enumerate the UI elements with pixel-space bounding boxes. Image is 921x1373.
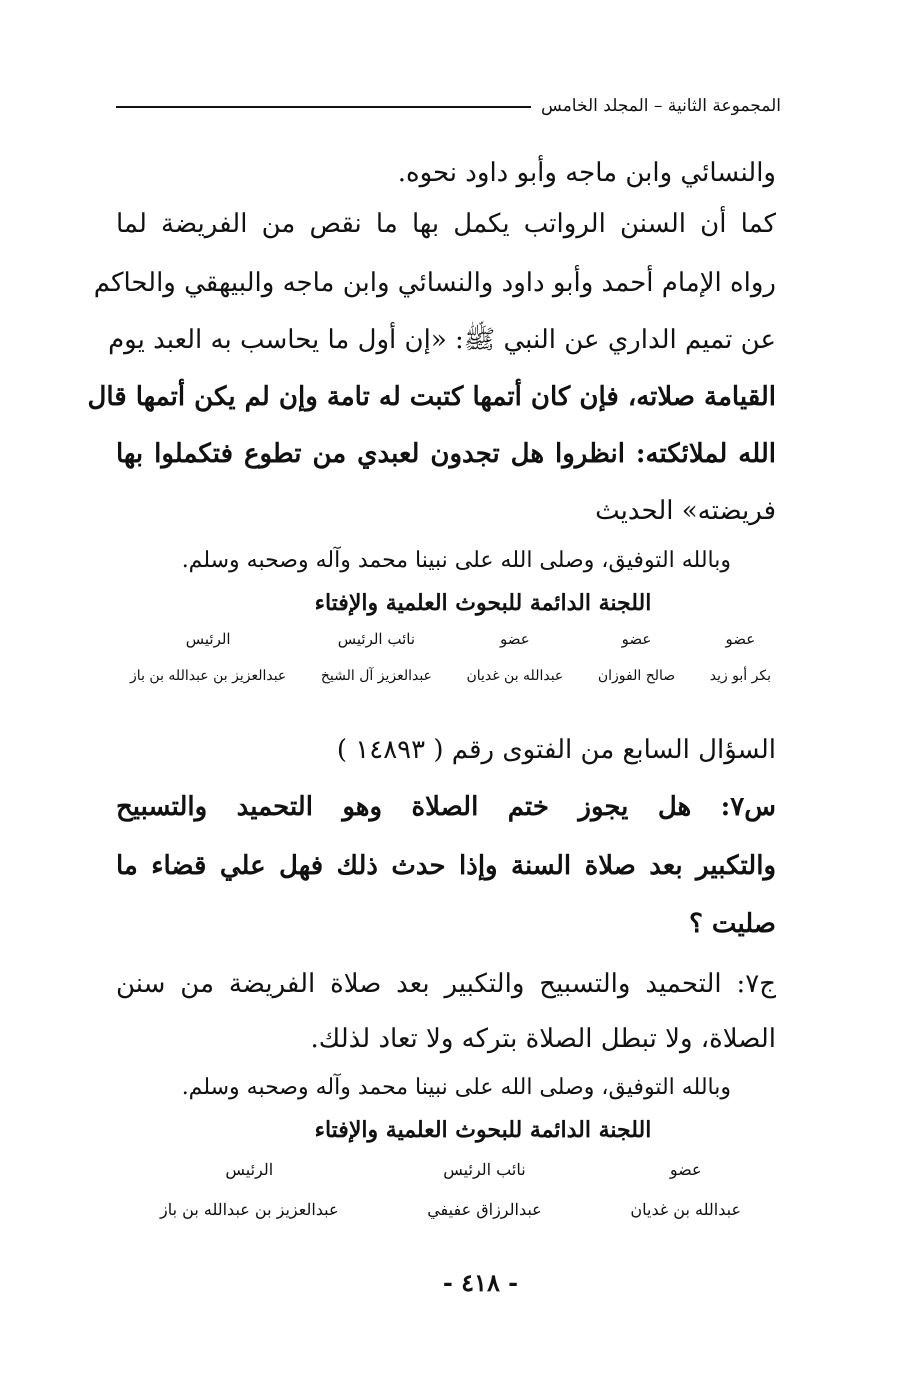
question-heading: السؤال السابع من الفتوى رقم ( ١٤٨٩٣ ) xyxy=(336,735,776,765)
page-number: - ٤١٨ - xyxy=(442,1268,519,1297)
signature xyxy=(598,630,675,684)
text-line: الله لملائكته: انظروا هل تجدون لعبدي من تطوع فتكملوا بها xyxy=(116,439,776,469)
signature-name: عبدالعزيز بن عبدالله بن باز xyxy=(130,668,287,684)
header-rule xyxy=(116,106,531,108)
question-line: س٧: هل يجوز ختم الصلاة وهو التحميد والتسبيح xyxy=(116,792,776,822)
signature-block xyxy=(130,630,771,684)
answer-line: الصلاة، ولا تبطل الصلاة بتركه ولا تعاد لذلك. xyxy=(310,1024,776,1054)
text-line: كما أن السنن الرواتب يكمل بها ما نقص من الفريضة لما xyxy=(116,209,776,239)
signature-role: الرئيس xyxy=(185,630,231,648)
question-line: والتكبير بعد صلاة السنة وإذا حدث ذلك فهل علي قضاء ما xyxy=(116,851,777,881)
closing-text: وبالله التوفيق، وصلى الله على نبينا محمد وآله وصحبه وسلم. xyxy=(181,548,731,573)
signature xyxy=(427,1160,542,1219)
running-header xyxy=(116,96,781,116)
header-title: المجموعة الثانية – المجلد الخامس xyxy=(541,96,781,116)
signature xyxy=(466,630,563,684)
signature-role: نائب الرئيس xyxy=(443,1160,526,1179)
text-line: القيامة صلاته، فإن كان أتمها كتبت له تامة وإن لم يكن أتمها قال xyxy=(87,382,776,412)
signature xyxy=(160,1160,339,1219)
signature-name: عبدالعزيز بن عبدالله بن باز xyxy=(160,1200,339,1219)
committee-name: اللجنة الدائمة للبحوث العلمية والإفتاء xyxy=(314,1117,652,1143)
signature-role: عضو xyxy=(669,1160,702,1179)
signature-name: عبدالعزيز آل الشيخ xyxy=(320,668,432,684)
text-line: رواه الإمام أحمد وأبو داود والنسائي وابن ماجه والبيهقي والحاكم xyxy=(93,268,776,298)
text-line: عن تميم الداري عن النبي ﷺ: «إن أول ما يحاسب به العبد يوم xyxy=(108,325,776,355)
signature-role: عضو xyxy=(621,630,652,648)
committee-name: اللجنة الدائمة للبحوث العلمية والإفتاء xyxy=(314,590,652,616)
signature-name: صالح الفوزان xyxy=(597,668,676,684)
signature-name: بكر أبو زيد xyxy=(709,668,771,684)
signature-name: عبدالرزاق عفيفي xyxy=(427,1200,542,1219)
signature-name: عبدالله بن غديان xyxy=(466,668,564,684)
text-line: والنسائي وابن ماجه وأبو داود نحوه. xyxy=(397,158,776,188)
signature xyxy=(710,630,771,684)
signature-block xyxy=(160,1160,741,1219)
closing-text: وبالله التوفيق، وصلى الله على نبينا محمد وآله وصحبه وسلم. xyxy=(181,1075,731,1100)
signature-name: عبدالله بن غديان xyxy=(630,1200,741,1219)
signature-role: عضو xyxy=(500,630,530,648)
signature-role: نائب الرئيس xyxy=(337,630,416,648)
text-line: فريضته» الحديث xyxy=(595,496,776,526)
signature xyxy=(321,630,432,684)
signature-role: الرئيس xyxy=(225,1160,274,1179)
question-line: صليت ؟ xyxy=(689,909,776,939)
signature xyxy=(130,630,286,684)
signature-role: عضو xyxy=(725,630,756,648)
signature xyxy=(630,1160,741,1219)
answer-line: ج٧: التحميد والتسبيح والتكبير بعد صلاة الفريضة من سنن xyxy=(116,969,776,999)
